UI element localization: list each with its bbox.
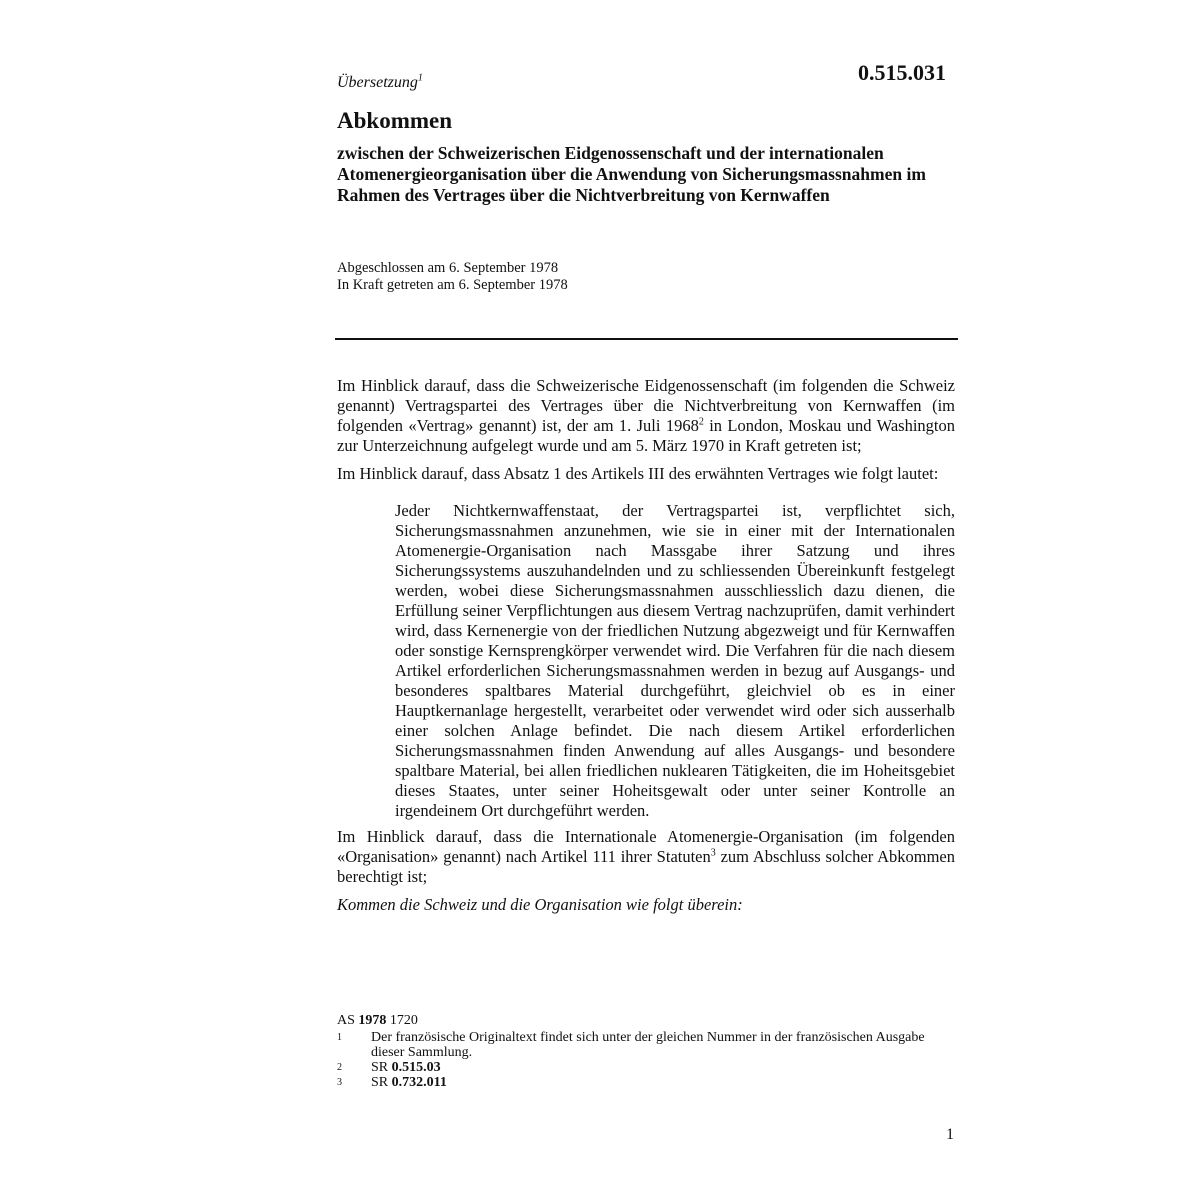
footnote-1: 1 Der französische Originaltext findet sich unter der gleichen Nummer in der französischen Ausgabe dieser Sammlung.	[337, 1030, 925, 1060]
sr-link[interactable]: 0.732.011	[391, 1075, 447, 1090]
footnote-2: 2 SR 0.515.03	[337, 1060, 441, 1075]
footnotes	[337, 1013, 951, 1090]
page-number: 1	[946, 1126, 954, 1143]
preamble-paragraph-3: Im Hinblick darauf, dass die Internationale Atomenergie-Organisation (im folgenden «Organisation» genannt) nach Artikel 111 ihrer Statuten$^3$ zum Abschluss solcher Abkommen berechtigt ist;	[337, 826, 955, 886]
preamble-conclusion: Kommen die Schweiz und die Organisation wie folgt überein:	[337, 894, 743, 914]
translation-label: Übersetzung$^1$	[337, 72, 423, 91]
preamble	[337, 376, 955, 923]
date-in-force: In Kraft getreten am 6. September 1978	[337, 276, 568, 293]
date-concluded: Abgeschlossen am 6. September 1978	[337, 260, 559, 276]
preamble-paragraph-1: Im Hinblick darauf, dass die Schweizerische Eidgenossenschaft (im folgenden die Schweiz genannt) Vertragspartei des Vertrages über die Nichtverbreitung von Kernwaffen (im folgenden «Vertrag» genannt) ist, der am 1. Juli 1968$^2$ in London, Moskau und Washington zur Unterzeichnung aufgelegt wurde und am 5. März 1970 in Kraft getreten ist;	[337, 376, 955, 455]
dates-block	[337, 260, 568, 293]
sr-link[interactable]: 0.515.03	[391, 1060, 441, 1075]
sr-number: 0.515.031	[858, 60, 946, 85]
quoted-article: Jeder Nichtkernwaffenstaat, der Vertragspartei ist, verpflichtet sich, Sicherungsmassnahmen anzunehmen, wie sie in einer mit der Internationalen Atomenergie-Organisation nach Massgabe ihrer Satzung und ihres Sicherungssystems auszuhandelnden und zu schliessenden Übereinkunft festgelegt werden, wobei diese Sicherungsmassnahmen ausschliesslich dazu dienen, die Erfüllung seiner Verpflichtungen aus diesem Vertrag nachzuprüfen, damit verhindert wird, dass Kernenergie von der friedlichen Nutzung abgezweigt und für Kernwaffen oder sonstige Kernsprengkörper verwendet wird. Die Verfahren für die nach diesem Artikel erforderlichen Sicherungsmassnahmen werden in bezug auf Ausgangs- und besonderes spaltbares Material durchgeführt, gleichviel ob es in einer Hauptkernanlage hergestellt, verarbeitet oder verwendet wird oder sich ausserhalb einer solchen Anlage befindet. Die nach diesem Artikel erforderlichen Sicherungsmassnahmen finden Anwendung auf alles Ausgangs- und besondere spaltbare Material, bei allen friedlichen nuklearen Tätigkeiten, die im Hoheitsgebiet dieses Staates, unter seiner Hoheitsgewalt oder unter seiner Kontrolle an irgendeinem Ort durchgeführt werden.	[395, 500, 955, 820]
document-title: Abkommen	[337, 108, 453, 133]
footnote-ref-3[interactable]: 3	[710, 847, 716, 858]
document-subtitle: zwischen der Schweizerischen Eidgenossenschaft und der internationalen Atomenergieorganisation über die Anwendung von Sicherungsmassnahmen im Rahmen des Vertrages über die Nichtverbreitung von Kernwaffen	[337, 143, 926, 205]
footnote-ref-1[interactable]: 1	[417, 72, 423, 84]
as-reference: AS 1978 1720	[337, 1013, 418, 1028]
footnote-3: 3 SR 0.732.011	[337, 1075, 447, 1090]
horizontal-rule	[335, 338, 958, 340]
preamble-paragraph-2: Im Hinblick darauf, dass Absatz 1 des Artikels III des erwähnten Vertrages wie folgt lautet:	[337, 464, 939, 483]
footnote-ref-2[interactable]: 2	[698, 416, 704, 428]
